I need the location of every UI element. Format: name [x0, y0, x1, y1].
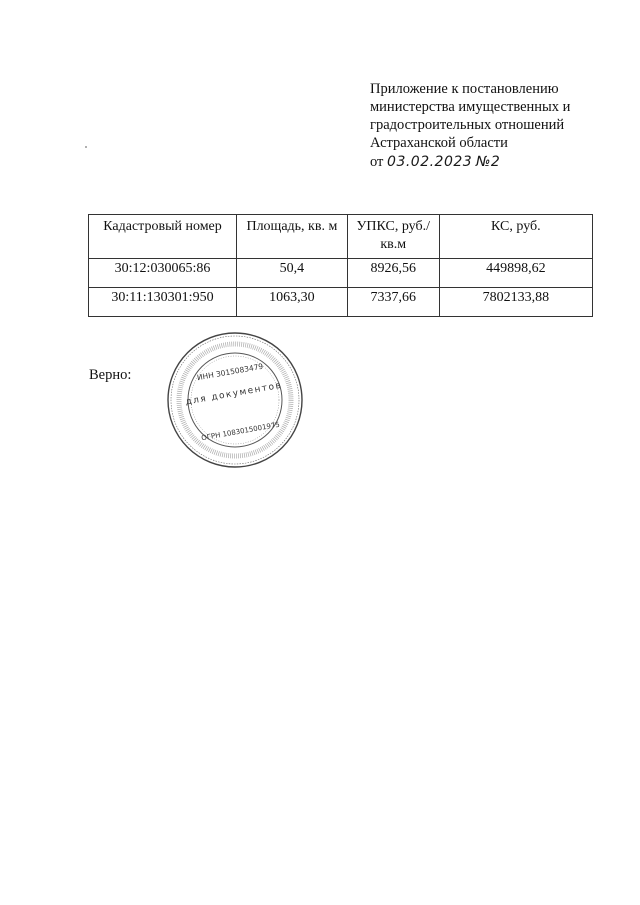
cell-area: 50,4 [237, 259, 348, 288]
handwritten-date: 03.02.2023 [387, 154, 473, 170]
cell-area: 1063,30 [237, 288, 348, 317]
cell-upks: 8926,56 [347, 259, 439, 288]
scan-speck [85, 146, 87, 148]
table-header-row [89, 215, 593, 259]
header-area: Площадь, кв. м [237, 215, 348, 259]
cell-cadastral-number: 30:12:030065:86 [89, 259, 237, 288]
handwritten-number: 2 [490, 154, 501, 170]
cadastral-table [88, 214, 593, 317]
header-line-3: градостроительных отношений [370, 117, 565, 133]
stamp-ogrn: ОГРН 1083015001975 [200, 420, 281, 443]
date-prefix: от [370, 154, 384, 170]
table-row [89, 288, 593, 317]
number-prefix: № [475, 154, 491, 170]
header-line-2: министерства имущественных и [370, 99, 571, 115]
stamp-inn: ИНН 3015083479 [196, 361, 264, 383]
header-cadastral-number: Кадастровый номер [89, 215, 237, 259]
cell-cadastral-number: 30:11:130301:950 [89, 288, 237, 317]
official-stamp [165, 330, 305, 470]
document-date-line [370, 153, 600, 171]
header-ks: КС, руб. [439, 215, 592, 259]
table-row [89, 259, 593, 288]
cell-ks: 449898,62 [439, 259, 592, 288]
stamp-center-text: для документов [184, 380, 284, 408]
certification-label: Верно: [89, 367, 132, 383]
cell-ks: 7802133,88 [439, 288, 592, 317]
header-upks: УПКС, руб./кв.м [347, 215, 439, 259]
document-header [370, 80, 600, 171]
header-line-4: Астраханской области [370, 135, 508, 151]
cell-upks: 7337,66 [347, 288, 439, 317]
header-line-1: Приложение к постановлению [370, 81, 559, 97]
